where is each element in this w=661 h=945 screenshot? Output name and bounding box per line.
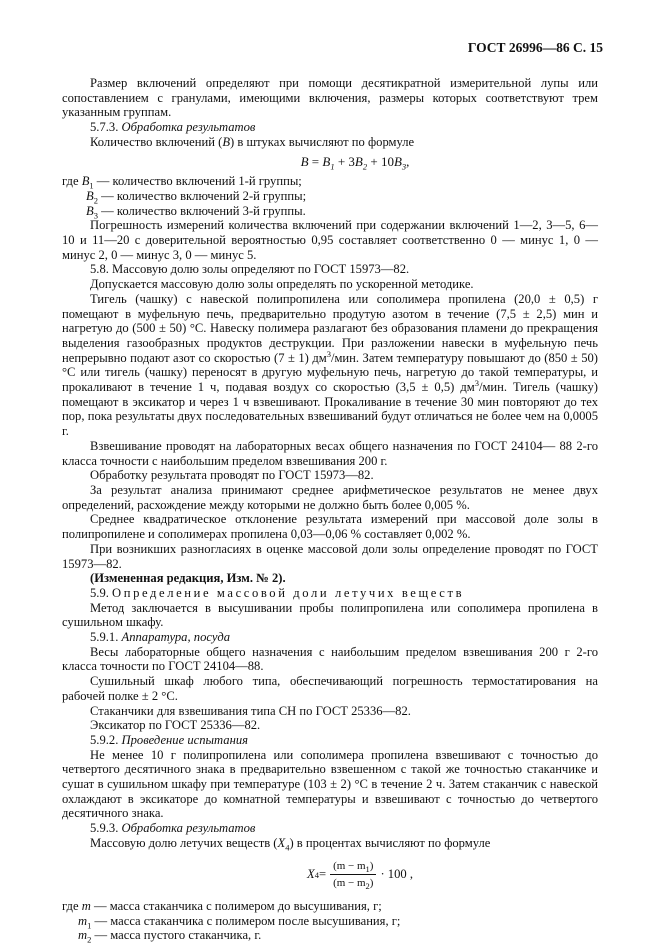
paragraph-allowed: Допускается массовую долю золы определять по ускоренной методике. [90,277,474,292]
section-5-9-heading: 5.9. Определение массовой доли летучих веществ [90,585,465,600]
amendment-note: (Измененная редакция, Изм. № 2). [90,571,286,586]
page-header: ГОСТ 26996—86 С. 15 [467,40,603,55]
paragraph-dispute: При возникших разногласиях в оценке массовой доли золы определение проводят по ГОСТ 15973—82. [62,541,598,571]
section-5-9-3-heading: 5.9.3. Обработка результатов [90,821,256,836]
paragraph-oven: Сушильный шкаф любого типа, обеспечивающий погрешность термостатирования на рабочей полке ± 2 °С. [62,674,598,703]
paragraph-cups: Стаканчики для взвешивания типа СН по ГОСТ 25336—82. [90,703,411,718]
section-5-9-1-heading: 5.9.1. Аппаратура, посуда [90,630,231,645]
where-b2: $B_2$ — количество включений 2-й группы; [86,188,307,206]
formula-volatile: X 4 = $\frac{(m - m_1)}{(m - m_2)}$ · 100 , [307,859,413,892]
paragraph-result: За результат анализа принимают среднее арифметическое результатов не менее двух определений, расхождение между которыми не должно быть более 0,005 %. [62,482,598,512]
paragraph-deviation: Среднее квадратическое отклонение результата измерений при массовой доле золы в полипропилене и сополимерах пропилена 0,03—0,06 % составляет 0,002 %. [62,512,598,542]
where-b1: где $B_1$ — количество включений 1-й группы; [62,174,302,191]
paragraph-error: Погрешность измерений количества включений при содержании включений 1—2, 3—5, 6—10 и 11—20 с доверительной вероятностью 0,95 составляет соответственно 0 — минус 1, 0 — минус 2, 0 — минус 3, 0 — минус 5. [62,218,598,262]
paragraph-5-8: 5.8. Массовую долю золы определяют по ГОСТ 15973—82. [90,262,410,277]
where-m: где m — масса стаканчика с полимером до высушивания, г; [62,898,382,913]
where-m1: $m_1$ — масса стаканчика с полимером после высушивания, г; [78,913,401,931]
paragraph-inclusion-size: Размер включений определяют при помощи десятикратной измерительной лупы или сопоставлением с гранулами, имеющими включения, размеры которых соответствуют трем указанным группам. [62,76,598,120]
formula-inclusions: $B = B_1 + 3B_2 + 10B_3$, [300,153,410,172]
paragraph-crucible: Тигель (чашку) с навеской полипропилена или сополимера пропилена (20,0 ± 0,5) г помещают в муфельную печь, предварительно продутую азотом в течение (7,5 ± 2,5) мин и нагретую до (500 ± 50) °С. Навеску полимера разлагают без образования пламени до прекращения выделения газообразных продуктов деструкции. При разложении навески в муфельную печь непрерывно подают азот со скоростью (7 ± 1) $дм^3$/мин. Затем температуру повышают до (850 ± 50) °С или тигель (чашку) переносят в другую муфельную печь, нагретую до такой температуры, и прокаливают в течение 1 ч, подавая воздух со скоростью (3,5 ± 0,5) $дм^3$/мин. Тигель (чашку) помещают в эксикатор и через 1 ч взвешивают. Прокаливание в течение 30 мин повторяют до тех пор, пока результаты двух последовательных взвешиваний будут отличаться не более чем на 0,0005 г. [62,291,598,439]
paragraph-desiccator: Эксикатор по ГОСТ 25336—82. [90,718,261,733]
document-body [62,76,598,943]
paragraph-weighing: Взвешивание проводят на лабораторных весах общего назначения по ГОСТ 24104— 88 2-го класса точности с наибольшим пределом взвешивания 200 г. [62,438,598,468]
where-b3: $B_3$ — количество включений 3-й группы. [86,203,306,221]
where-m2: $m_2$ — масса пустого стаканчика, г. [78,928,262,945]
fraction: $\frac{(m - m_1)}{(m - m_2)}$ [330,859,376,891]
paragraph-processing: Обработку результата проводят по ГОСТ 15973—82. [90,468,374,483]
paragraph-mass-intro: Массовую долю летучих веществ $(X_4)$ в процентах вычисляют по формуле [90,835,491,853]
paragraph-method: Метод заключается в высушивании пробы полипропилена или сополимера пропилена в сушильном шкафу. [62,600,598,630]
paragraph-test: Не менее 10 г полипропилена или сополимера пропилена взвешивают с точностью до четвертого десятичного знака в предварительно взвешенном с такой же точностью стаканчике и сушат в сушильном шкафу при температуре (103 ± 2) °С в течение 2 ч. Затем стаканчик с навеской охлаждают в эксикаторе до комнатной температуры и взвешивают с точностью до четвертого десятичного знака. [62,747,598,821]
paragraph-count-intro: Количество включений (B) в штуках вычисляют по формуле [90,134,415,149]
section-5-7-3-heading: 5.7.3. Обработка результатов [90,120,256,135]
paragraph-scales: Весы лабораторные общего назначения с наибольшим пределом взвешивания 200 г 2-го класса точности по ГОСТ 24104—88. [62,644,598,674]
section-5-9-2-heading: 5.9.2. Проведение испытания [90,732,248,747]
